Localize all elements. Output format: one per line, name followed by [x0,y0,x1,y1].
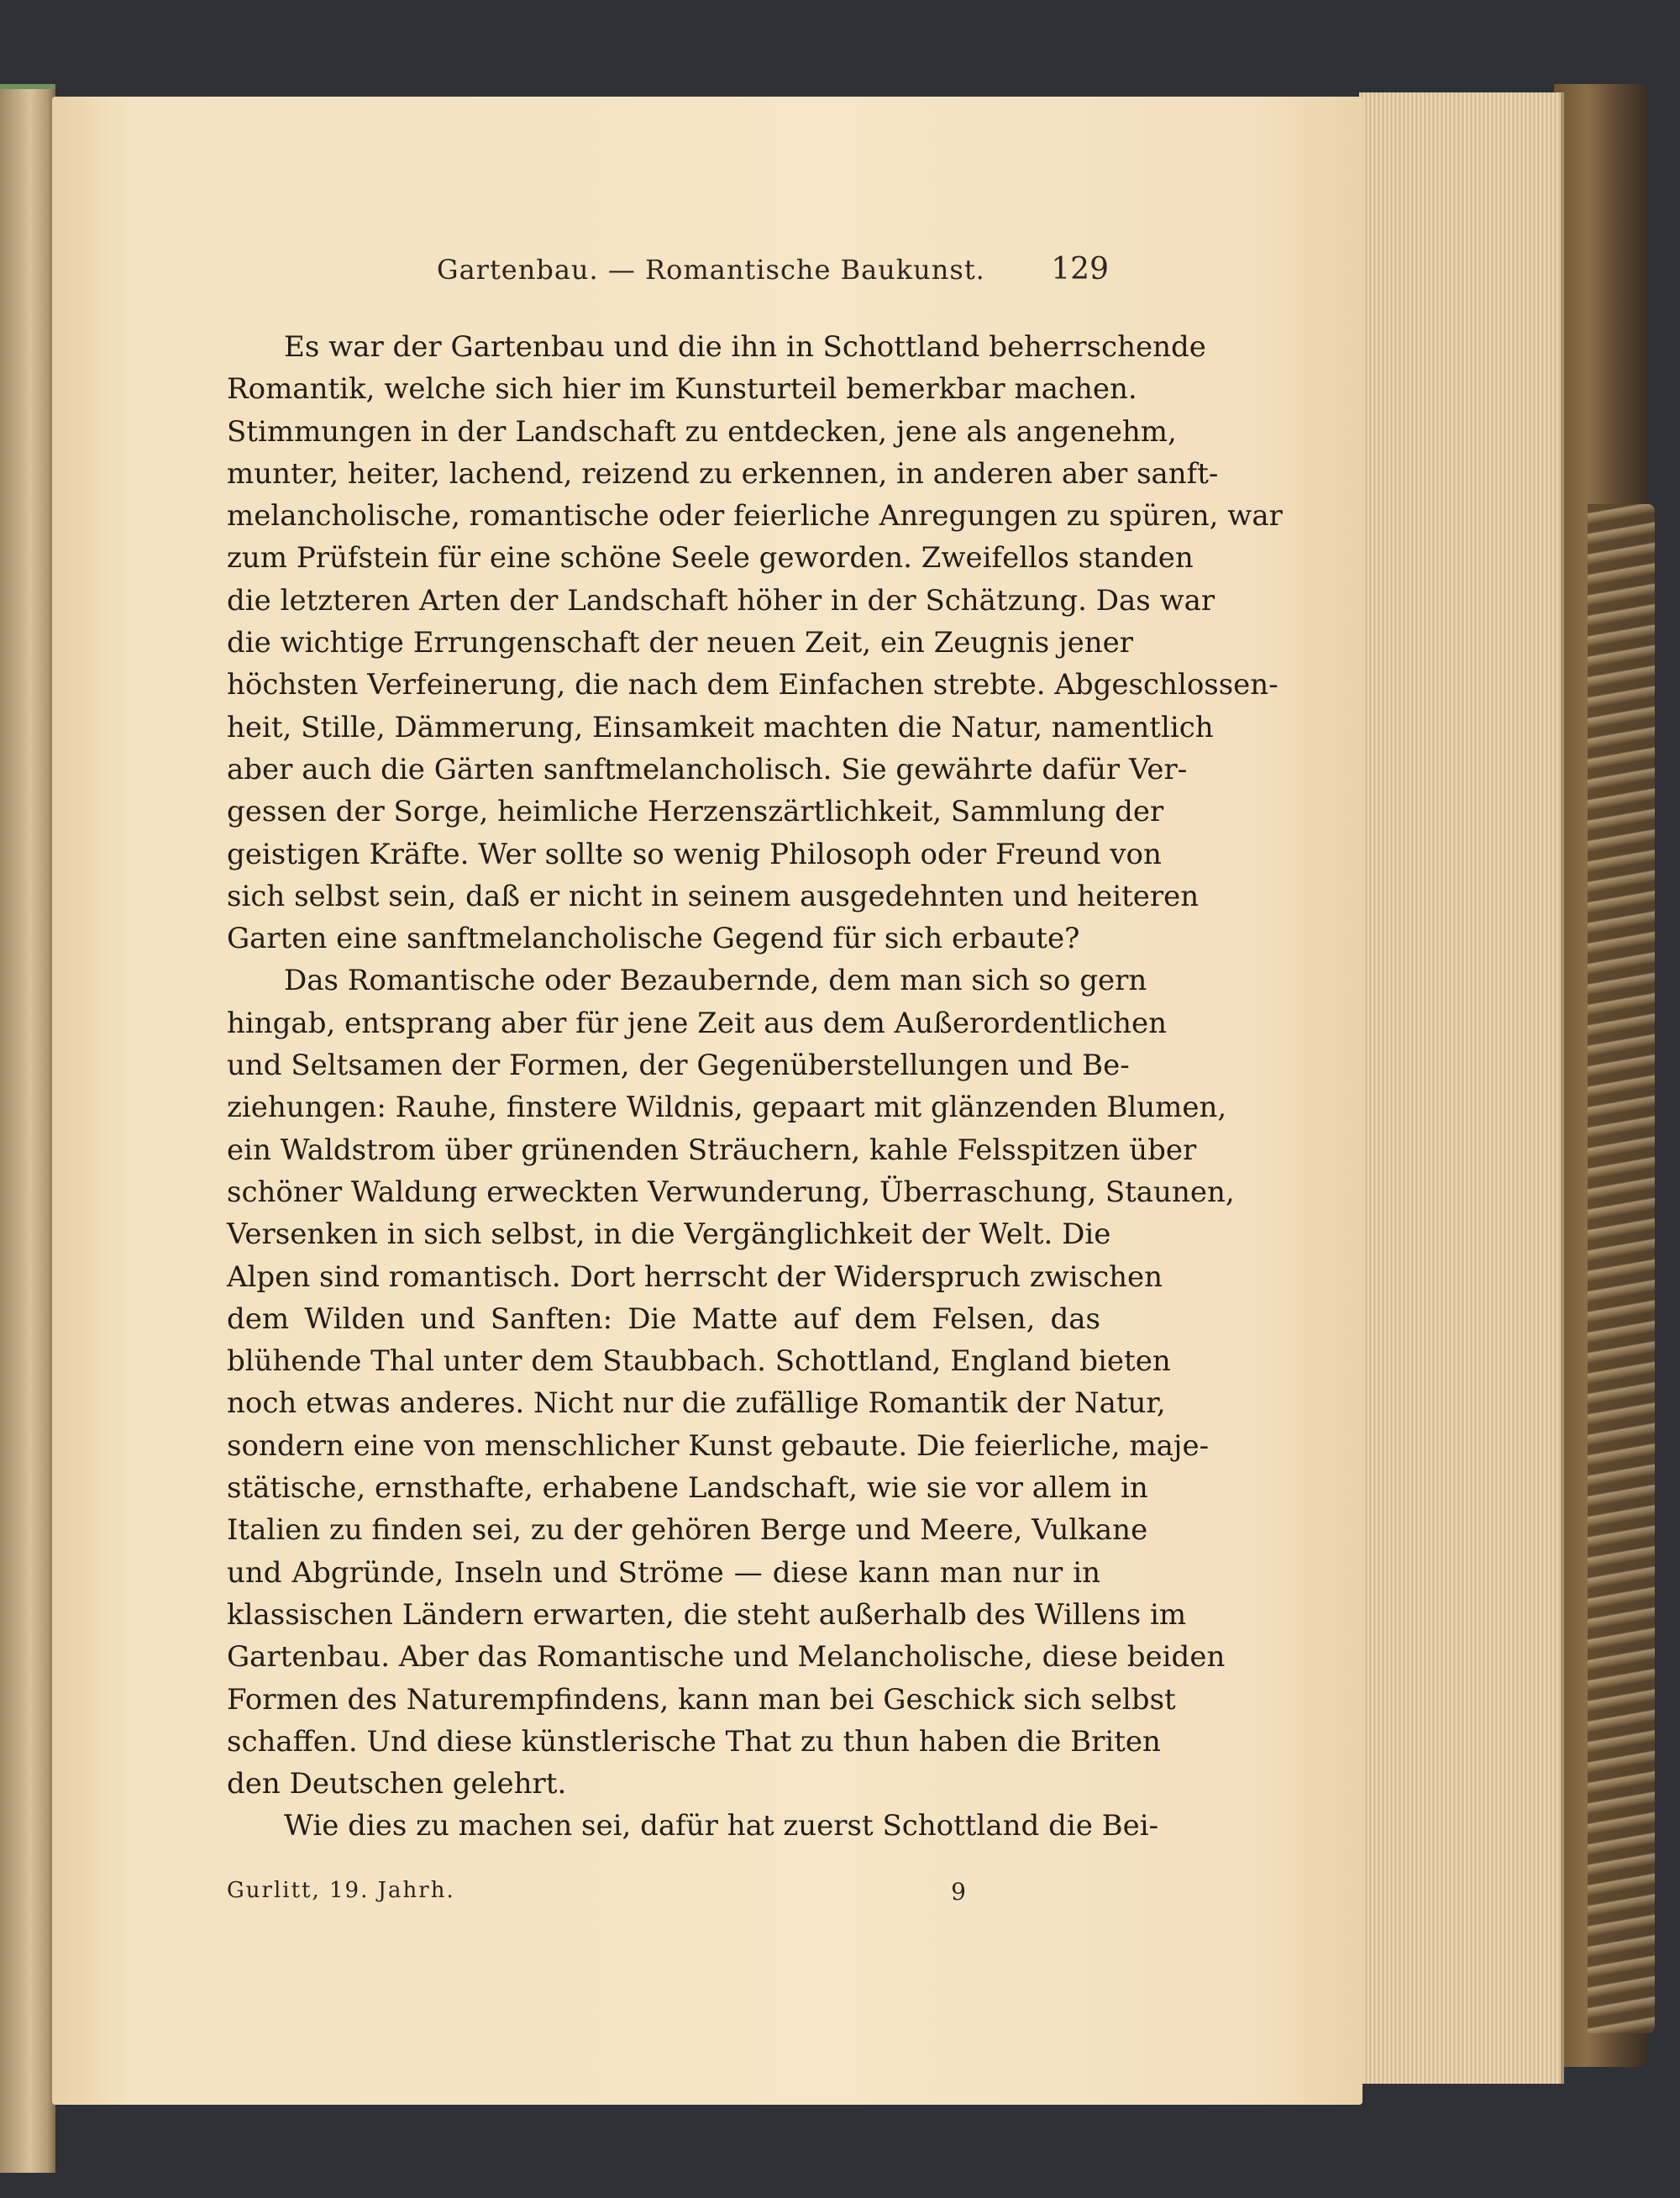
text-line: Garten eine sanftmelancholische Gegend für sich erbaute? [227,922,1080,956]
text-line: melancholische, romantische oder feierliche Anregungen zu spüren, war [227,499,1283,534]
text-line: Gartenbau. Aber das Romantische und Melancholische, diese beiden [227,1640,1226,1675]
text-line: aber auch die Gärten sanftmelancholisch. Sie gewährte dafür Ver- [227,752,1188,786]
text-line: sondern eine von menschlicher Kunst gebaute. Die feierliche, maje- [227,1428,1210,1463]
left-page-edge [0,84,55,2173]
text-line: geistigen Kräfte. Wer sollte so wenig Philosoph oder Freund von [227,837,1162,871]
paragraph [227,326,1283,960]
text-line: stätische, ernsthafte, erhabene Landschaft, wie sie vor allem in [227,1471,1148,1506]
text-line: und Seltsamen der Formen, der Gegenüberstellungen und Be- [227,1049,1130,1083]
paragraph [227,1805,1159,1847]
printer-signature: Gurlitt, 19. Jahrh. [227,1878,455,1903]
page-stack-edges [1359,92,1564,2084]
sheet-number: 9 [951,1878,966,1906]
text-line: ein Waldstrom über grünenden Sträuchern, kahle Felsspitzen über [227,1133,1197,1167]
text-line: munter, heiter, lachend, reizend zu erkennen, in anderen aber sanft- [227,456,1219,491]
text-line: die wichtige Errungenschaft der neuen Zeit, ein Zeugnis jener [227,626,1133,660]
text-line: zum Prüfstein für eine schöne Seele geworden. Zweifellos standen [227,541,1194,576]
text-line: Alpen sind romantisch. Dort herrscht der Widerspruch zwischen [227,1259,1163,1294]
text-line: und Abgründe, Inseln und Ströme — diese kann man nur in [227,1555,1100,1590]
page-number: 129 [1051,252,1109,287]
text-line: Versenken in sich selbst, in die Vergänglichkeit der Welt. Die [227,1217,1111,1252]
text-line: Formen des Naturempfindens, kann man bei Geschick sich selbst [227,1682,1176,1717]
text-line: klassischen Ländern erwarten, die steht außerhalb des Willens im [227,1597,1187,1632]
text-line: Das Romantische oder Bezaubernde, dem man sich so gern [284,964,1147,998]
text-line: den Deutschen gelehrt. [227,1767,567,1801]
page-footer [227,1878,966,1906]
text-line: hingab, entsprang aber für jene Zeit aus dem Außerordentlichen [227,1006,1168,1040]
text-line: schaffen. Und diese künstlerische That zu thun haben die Briten [227,1724,1161,1759]
text-line: schöner Waldung erweckten Verwunderung, Überraschung, Staunen, [227,1175,1235,1209]
text-line: gessen der Sorge, heimliche Herzenszärtlichkeit, Sammlung der [227,795,1164,829]
text-line: ziehungen: Rauhe, finstere Wildnis, gepaart mit glänzenden Blumen, [227,1091,1227,1125]
text-line: blühende Thal unter dem Staubbach. Schottland, England bieten [227,1344,1171,1379]
paragraph [227,960,1235,1805]
text-line: die letzteren Arten der Landschaft höher in der Schätzung. Das war [227,583,1215,618]
text-line: dem Wilden und Sanften: Die Matte auf dem Felsen, das [227,1301,1100,1336]
text-line: sich selbst sein, daß er nicht in seinem ausgedehnten und heiteren [227,879,1200,913]
text-line: Es war der Gartenbau und die ihn in Schottland beherrschende [284,330,1206,364]
text-line: Stimmungen in der Landschaft zu entdecken, jene als angenehm, [227,414,1177,449]
body-text [227,326,1283,1848]
text-line: höchsten Verfeinerung, die nach dem Einfachen strebte. Abgeschlossen- [227,668,1278,702]
text-line: Romantik, welche sich hier im Kunsturteil bemerkbar machen. [227,372,1137,407]
text-line: heit, Stille, Dämmerung, Einsamkeit machten die Natur, namentlich [227,710,1214,744]
text-line: Italien zu finden sei, zu der gehören Berge und Meere, Vulkane [227,1513,1148,1548]
text-line: noch etwas anderes. Nicht nur die zufällige Romantik der Natur, [227,1386,1166,1421]
page-header [227,252,1109,287]
running-head: Gartenbau. — Romantische Baukunst. [437,254,985,286]
marbled-spine [1588,504,1655,2033]
text-line: Wie dies zu machen sei, dafür hat zuerst Schottland die Bei- [284,1809,1159,1843]
